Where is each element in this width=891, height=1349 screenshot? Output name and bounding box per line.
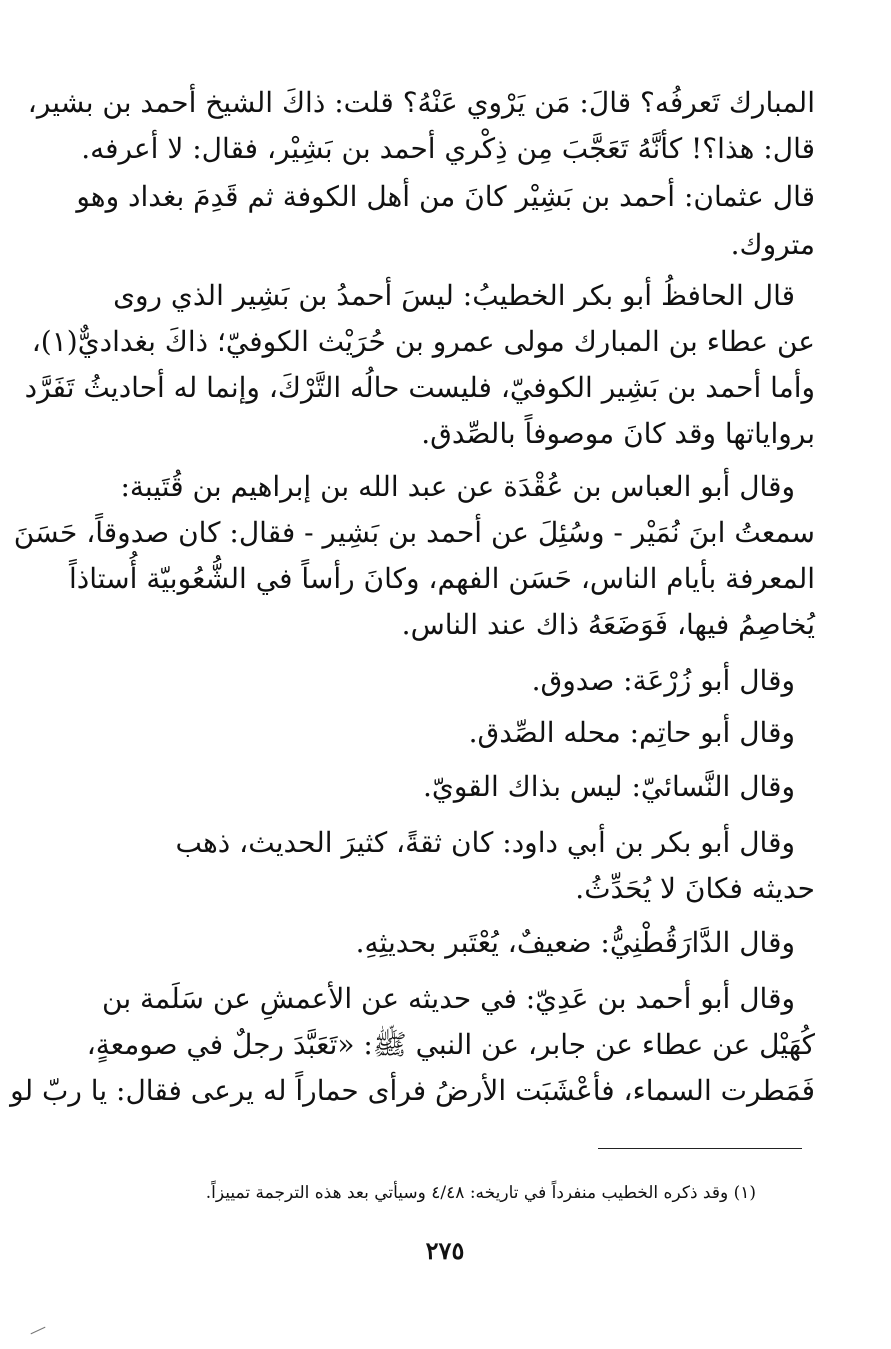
scan-mark (31, 1327, 46, 1335)
text-line: حديثه فكانَ لا يُحَدِّثُ. (575, 872, 815, 905)
text-line: فَمَطرت السماء، فأعْشَبَت الأرضُ فرأى حماراً له يرعى فقال: يا ربّ لو (10, 1074, 815, 1107)
text-line: وقال أبو العباس بن عُقْدَة عن عبد الله بن إبراهيم بن قُتَيبة: (120, 470, 795, 503)
text-line: وقال أبو أحمد بن عَدِيّ: في حديثه عن الأعمشِ عن سَلَمة بن (102, 982, 795, 1015)
text-line: المعرفة بأيام الناس، حَسَن الفهم، وكانَ رأساً في الشُّعُوبيّة أُستاذاً (68, 562, 815, 595)
text-line: وقال أبو حاتِم: محله الصِّدق. (468, 716, 795, 749)
footnote-separator (598, 1148, 802, 1149)
text-line: قال: هذا؟! كأنَّهُ تَعَجَّبَ مِن ذِكْري أحمد بن بَشِيْر، فقال: لا أعرفه. (81, 132, 815, 165)
text-line: المبارك تَعرفُه؟ قالَ: مَن يَرْوي عَنْهُ؟ قلت: ذاكَ الشيخ أحمد بن بشير، (27, 86, 815, 119)
text-line: عن عطاء بن المبارك مولى عمرو بن حُرَيْث الكوفيّ؛ ذاكَ بغداديٌّ(١)، (31, 325, 815, 358)
text-line: وأما أحمد بن بَشِير الكوفيّ، فليست حالُه التَّرْكَ، وإنما له أحاديثُ تَفَرَّد (24, 371, 815, 404)
text-line: وقال النَّسائيّ: ليس بذاك القويّ. (423, 770, 795, 803)
text-line: وقال أبو بكر بن أبي داود: كان ثقةً، كثيرَ الحديث، ذهب (175, 826, 795, 859)
footnote: (١) وقد ذكره الخطيب منفرداً في تاريخه: ٤/٤٨ وسيأتي بعد هذه الترجمة تمييزاً. (205, 1183, 756, 1203)
text-line: قال الحافظُ أبو بكر الخطيبُ: ليسَ أحمدُ بن بَشِير الذي روى (113, 279, 795, 312)
text-line: وقال الدَّارَقُطْنِيُّ: ضعيفٌ، يُعْتَبر بحديثِهِ. (355, 926, 795, 959)
text-line: برواياتها وقد كانَ موصوفاً بالصِّدق. (421, 417, 815, 450)
text-line: قال عثمان: أحمد بن بَشِيْر كانَ من أهل الكوفة ثم قَدِمَ بغداد وهو (76, 180, 815, 213)
text-line: كُهَيْل عن عطاء عن جابر، عن النبي ﷺ: «تَعَبَّدَ رجلٌ في صومعةٍ، (86, 1028, 815, 1061)
text-line: سمعتُ ابنَ نُمَيْر - وسُئِلَ عن أحمد بن بَشِير - فقال: كان صدوقاً، حَسَنَ (13, 516, 815, 549)
page-number: ٢٧٥ (425, 1236, 465, 1265)
text-line: يُخاصِمُ فيها، فَوَضَعَهُ ذاك عند الناس. (401, 608, 815, 641)
text-line: متروك. (730, 228, 815, 261)
text-line: وقال أبو زُرْعَة: صدوق. (531, 664, 795, 697)
